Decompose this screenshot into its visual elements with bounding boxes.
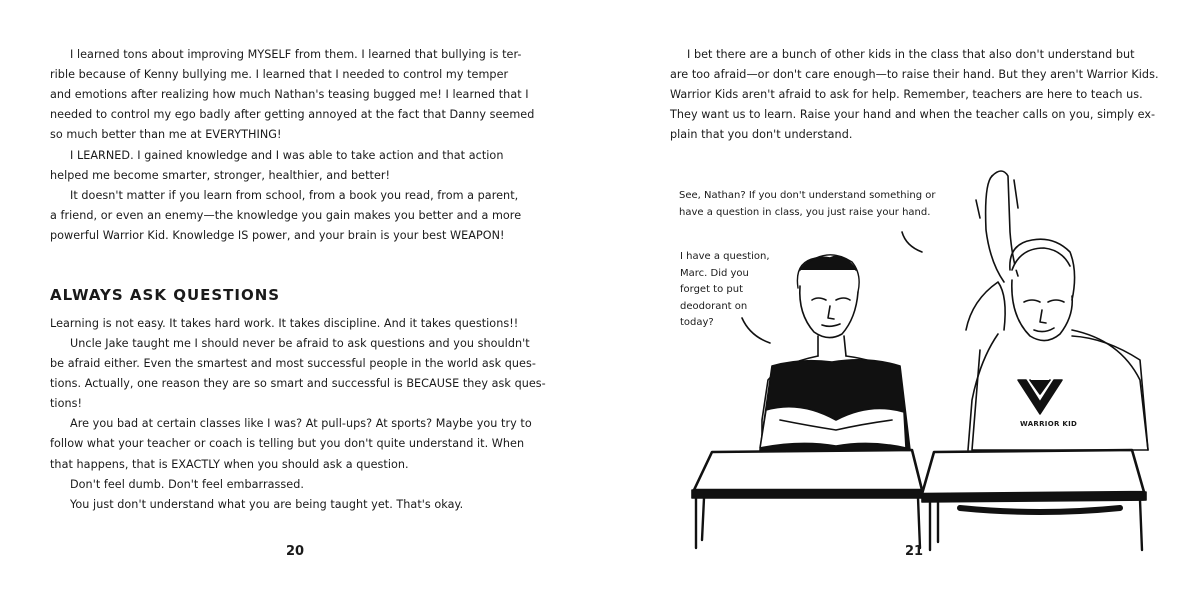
section-line-6: Are you bad at certain classes like I was? At pull-ups? At sports? Maybe you try to [70, 417, 532, 430]
bubble-nathan-line-4: deodorant on [680, 300, 748, 312]
right-body-line-5: plain that you don't understand. [670, 128, 853, 141]
bubble-tail-marc [902, 232, 922, 252]
section-line-3: be afraid either. Even the smartest and most successful people in the world ask ques- [50, 357, 536, 370]
bubble-nathan-line-1: I have a question, [680, 251, 770, 262]
body-line-5: so much better than me at EVERYTHING! [50, 128, 282, 141]
bubble-nathan-line-5: today? [680, 317, 714, 328]
desk-right [922, 450, 1146, 550]
body-line-3: and emotions after realizing how much Nathan's teasing bugged me! I learned that I [50, 88, 529, 101]
speech-bubble-nathan [680, 249, 770, 332]
section-line-10: You just don't understand what you are being taught yet. That's okay. [70, 498, 464, 511]
nathan-figure [760, 255, 910, 450]
bubble-marc-line-1: See, Nathan? If you don't understand something or [679, 190, 936, 201]
desk-left [692, 450, 924, 548]
section-line-4: tions. Actually, one reason they are so smart and successful is BECAUSE they ask ques- [50, 377, 546, 390]
right-body-line-2: are too afraid—or don't care enough—to raise their hand. But they aren't Warrior Kids. [670, 68, 1159, 81]
right-body-line-1: I bet there are a bunch of other kids in the class that also don't understand but [687, 48, 1135, 61]
speech-bubble-marc [679, 188, 935, 221]
section-line-9: Don't feel dumb. Don't feel embarrassed. [70, 478, 304, 491]
body-line-6: I LEARNED. I gained knowledge and I was able to take action and that action [70, 149, 504, 162]
bubble-marc-line-2: have a question in class, you just raise your hand. [679, 206, 931, 218]
section-line-8: that happens, that is EXACTLY when you should ask a question. [50, 458, 409, 471]
body-line-4: needed to control my ego badly after getting annoyed at the fact that Danny seemed [50, 108, 535, 121]
section-line-1: Learning is not easy. It takes hard work. It takes discipline. And it takes questions!! [50, 317, 519, 330]
right-body-line-3: Warrior Kids aren't afraid to ask for help. Remember, teachers are here to teach us. [670, 88, 1143, 101]
section-line-2: Uncle Jake taught me I should never be afraid to ask questions and you shouldn't [70, 337, 530, 350]
right-body-line-4: They want us to learn. Raise your hand and when the teacher calls on you, simply ex- [670, 108, 1156, 121]
marc-figure [966, 171, 1148, 450]
section-line-7: follow what your teacher or coach is telling but you don't quite understand it. When [50, 437, 525, 450]
bubble-nathan-line-3: forget to put [680, 284, 743, 295]
section-heading: ALWAYS ASK QUESTIONS [50, 286, 281, 304]
shirt-logo-text: WARRIOR KID [1020, 420, 1078, 428]
body-line-8: It doesn't matter if you learn from school, from a book you read, from a parent, [70, 189, 519, 202]
body-line-2: rible because of Kenny bullying me. I learned that I needed to control my temper [50, 68, 509, 81]
body-line-9: a friend, or even an enemy—the knowledge you gain makes you better and a more [50, 209, 522, 222]
page-number-left: 20 [286, 544, 305, 559]
section-line-5: tions! [50, 397, 83, 410]
body-line-7: helped me become smarter, stronger, healthier, and better! [50, 169, 391, 182]
body-line-1: I learned tons about improving MYSELF from them. I learned that bullying is ter- [70, 48, 522, 61]
right-page [600, 0, 1200, 596]
page-number-right: 21 [905, 544, 924, 559]
bubble-nathan-line-2: Marc. Did you [680, 267, 749, 279]
body-line-10: powerful Warrior Kid. Knowledge IS power, and your brain is your best WEAPON! [50, 229, 505, 242]
